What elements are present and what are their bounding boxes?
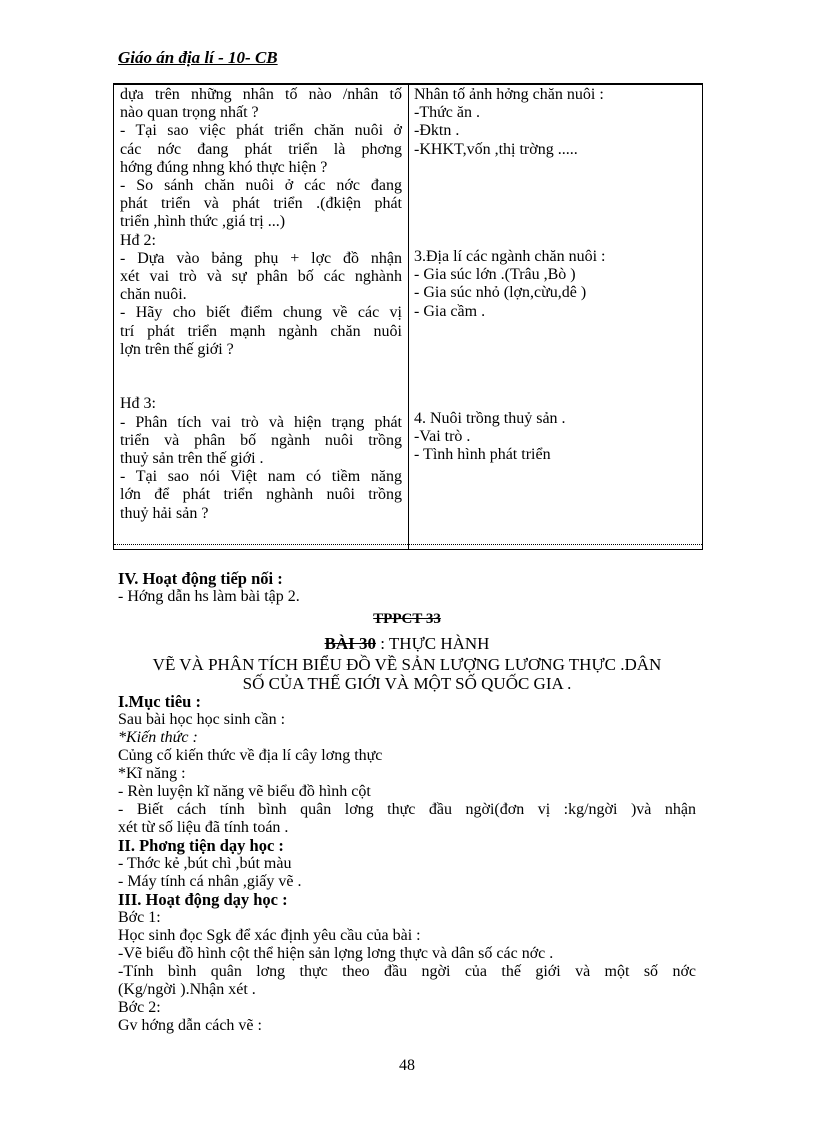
table-right-line: - Gia súc lớn .(Trâu ,Bò ) — [414, 266, 576, 284]
body-line: - Máy tính cá nhân ,giấy vẽ . — [118, 873, 302, 890]
table-left-line: dựa trên những nhân tố nào /nhân tố — [120, 86, 402, 103]
body-line: xét từ số liệu đã tính toán . — [118, 819, 289, 836]
body-line: -Vẽ biểu đồ hình cột thể hiện sản lợng lơng thực và dân số các nớc . — [118, 945, 554, 962]
content-block-livestock — [414, 248, 698, 321]
lesson-body — [118, 693, 696, 1035]
table-left-line: - Tại sao nói Việt nam có tiềm năng — [120, 468, 402, 486]
body-line: Gv hớng dẫn cách vẽ : — [118, 1017, 262, 1034]
table-left-line: Hđ 3: — [120, 395, 156, 413]
table-column-divider — [408, 85, 409, 549]
content-block-factors — [414, 86, 698, 159]
table-left-line: - Tại sao việc phát triển chăn nuôi ở — [120, 122, 402, 140]
table-left-line: triển ,hình thức ,giá trị ...) — [120, 213, 286, 231]
table-left-line: phát triển và phát triển .(đkiện phát — [120, 195, 402, 213]
table-right-line: -Thức ăn . — [414, 104, 480, 122]
table-right-line: -Đktn . — [414, 122, 460, 140]
subsection-label: *Kiến thức : — [118, 729, 198, 746]
lesson-type: : THỰC HÀNH — [376, 634, 490, 653]
body-line: -Tính bình quân lơng thực theo đầu ngời của thế giới và một số nớc — [118, 963, 696, 980]
followup-item: - Hớng dẫn hs làm bài tập 2. — [118, 588, 300, 605]
document-header: Giáo án địa lí - 10- CB — [118, 48, 278, 67]
table-right-line: -KHKT,vốn ,thị trờng ..... — [414, 140, 578, 158]
page-number: 48 — [399, 1057, 415, 1074]
subtitle-line: SỐ CỦA THẾ GIỚI VÀ MỘT SỐ QUỐC GIA . — [242, 674, 572, 693]
table-left-line — [120, 359, 402, 377]
body-line: Học sinh đọc Sgk để xác định yêu cầu của bài : — [118, 927, 421, 944]
lesson-number: BÀI 30 — [324, 634, 376, 653]
table-left-line: thuỷ hải sản ? — [120, 504, 209, 522]
section-heading: III. Hoạt động dạy học : — [118, 890, 288, 909]
table-right-line: - Gia cầm . — [414, 302, 486, 320]
table-right-line: -Vai trò . — [414, 428, 471, 446]
table-right-line: 3.Địa lí các ngành chăn nuôi : — [414, 248, 606, 265]
step-label: Bớc 2: — [118, 999, 161, 1016]
body-line: - Rèn luyện kĩ năng vẽ biểu đồ hình cột — [118, 783, 371, 800]
table-left-line: hớng đúng nhng khó thực hiện ? — [120, 158, 328, 176]
body-line: Củng cố kiến thức về địa lí cây lơng thực — [118, 747, 383, 764]
table-left-line: - Hãy cho biết điểm chung về các vị — [120, 304, 402, 322]
teacher-activities-cell — [120, 86, 402, 523]
body-line: - Thớc kẻ ,bút chì ,bút màu — [118, 855, 292, 872]
table-left-line — [120, 377, 402, 395]
table-left-line: các nớc đang phát triển là phơng — [120, 140, 402, 158]
table-left-line: lợn trên thế giới ? — [120, 340, 234, 358]
table-right-line: - Gia súc nhỏ (lợn,cừu,dê ) — [414, 284, 587, 302]
table-right-line: - Tình hình phát triển — [414, 446, 551, 464]
table-left-line: xét vai trò và sự phân bố các nghành — [120, 268, 402, 286]
table-left-line: nào quan trọng nhất ? — [120, 104, 259, 122]
table-left-line: - Phân tích vai trò và hiện trạng phát — [120, 413, 402, 431]
lesson-subtitle — [118, 655, 696, 693]
lesson-title — [118, 635, 696, 653]
content-block-aquaculture — [414, 410, 698, 465]
section-heading: IV. Hoạt động tiếp nối : — [118, 569, 283, 588]
body-line: Sau bài học học sinh cần : — [118, 711, 286, 728]
table-left-line: thuỷ sản trên thế giới . — [120, 450, 264, 468]
subtitle-line: VẼ VÀ PHÂN TÍCH BIỂU ĐỒ VỀ SẢN LƯỢNG LƯƠNG THỰC .DÂN — [152, 655, 662, 674]
lesson-period-code: TPPCT 33 — [373, 611, 441, 627]
table-right-line: 4. Nuôi trồng thuỷ sản . — [414, 410, 566, 427]
subsection-label: *Kĩ năng : — [118, 765, 186, 782]
table-left-line: trí phát triển mạnh ngành chăn nuôi — [120, 322, 402, 340]
body-line: (Kg/ngời ).Nhận xét . — [118, 981, 256, 998]
table-right-line: Nhân tố ảnh hởng chăn nuôi : — [414, 86, 604, 103]
section-heading: I.Mục tiêu : — [118, 692, 201, 711]
lesson-table — [113, 83, 703, 550]
section-followup — [118, 570, 696, 606]
body-line: - Biết cách tính bình quân lơng thực đầu ngời(đơn vị :kg/ngời )và nhận — [118, 801, 696, 818]
table-bottom-rule — [114, 544, 702, 545]
table-left-line: - Dựa vào bảng phụ + lợc đồ nhận — [120, 249, 402, 267]
table-left-line: chăn nuôi. — [120, 286, 187, 304]
table-left-line: - So sánh chăn nuôi ở các nớc đang — [120, 177, 402, 195]
section-heading: II. Phơng tiện dạy học : — [118, 836, 284, 855]
table-left-line: triển và phân bố ngành nuôi trồng — [120, 431, 402, 449]
table-left-line: lớn để phát triển nghành nuôi trồng — [120, 486, 402, 504]
table-left-line: Hđ 2: — [120, 231, 156, 249]
step-label: Bớc 1: — [118, 909, 161, 926]
